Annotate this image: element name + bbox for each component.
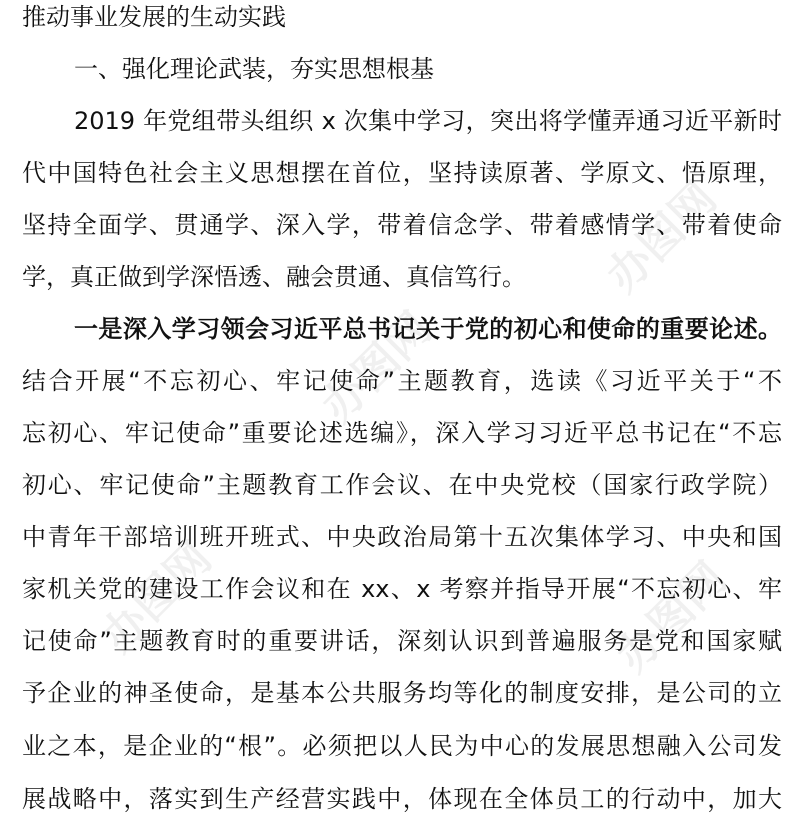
text-line-10: 初心、牢记使命”主题教育工作会议、在中央党校（国家行政学院）: [22, 471, 782, 499]
section-heading-1: 一、强化理论武装，夯实思想根基: [74, 55, 434, 83]
watermark: 办图网: [312, 302, 442, 433]
text-line-13: 记使命”主题教育时的重要讲话，深刻认识到普遍服务是党和国家赋: [22, 627, 782, 655]
text-line-12: 家机关党的建设工作会议和在 xx、x 考察并指导开展“不忘初心、牢: [22, 575, 782, 603]
bold-subheading: 一是深入学习领会习近平总书记关于党的初心和使命的重要论述。: [74, 315, 782, 343]
watermark: 办图网: [607, 552, 737, 683]
text-line-16: 展战略中，落实到生产经营实践中，体现在全体员工的行动中，加大: [22, 785, 782, 813]
text-line-3: 2019 年党组带头组织 x 次集中学习，突出将学懂弄通习近平新时: [74, 107, 782, 135]
watermark: 办图网: [597, 172, 727, 303]
watermark: 办图网: [92, 532, 222, 663]
text-line-4: 代中国特色社会主义思想摆在首位，坚持读原著、学原文、悟原理，: [22, 159, 782, 187]
text-line-6: 学，真正做到学深悟透、融会贯通、真信笃行。: [22, 263, 526, 291]
text-line-8: 结合开展“不忘初心、牢记使命”主题教育，选读《习近平关于“不: [22, 367, 782, 395]
text-line-5: 坚持全面学、贯通学、深入学，带着信念学、带着感情学、带着使命: [22, 211, 782, 239]
text-line-11: 中青年干部培训班开班式、中央政治局第十五次集体学习、中央和国: [22, 523, 782, 551]
text-line-15: 业之本，是企业的“根”。必须把以人民为中心的发展思想融入公司发: [22, 732, 782, 760]
text-line-14: 予企业的神圣使命，是基本公共服务均等化的制度安排，是公司的立: [22, 679, 782, 707]
text-line-1: 推动事业发展的生动实践: [22, 3, 286, 31]
text-line-9: 忘初心、牢记使命”重要论述选编》，深入学习习近平总书记在“不忘: [22, 419, 782, 447]
